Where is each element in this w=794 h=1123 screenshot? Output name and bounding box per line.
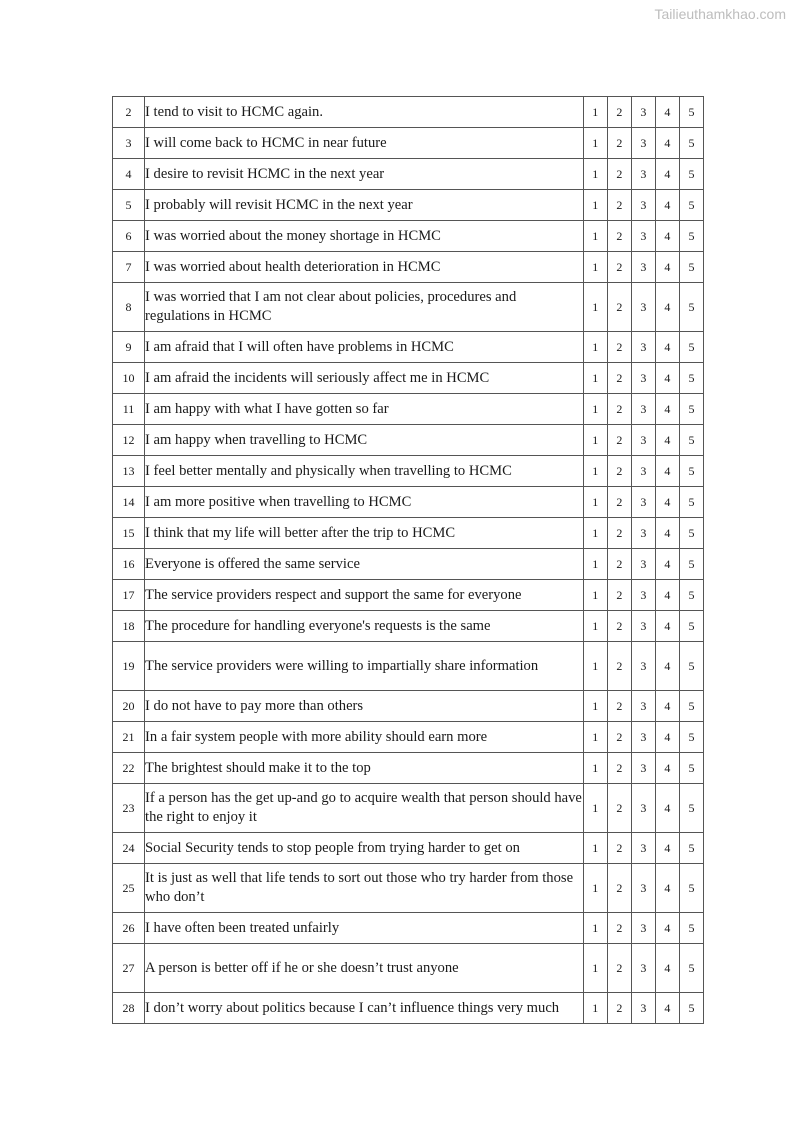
scale-option-4[interactable]: 4 — [655, 128, 679, 159]
scale-option-3[interactable]: 3 — [631, 864, 655, 913]
item-statement: I was worried that I am not clear about policies, procedures and regulations in HCMC — [145, 283, 584, 332]
scale-option-3[interactable]: 3 — [631, 833, 655, 864]
item-number: 11 — [113, 394, 145, 425]
scale-option-5[interactable]: 5 — [679, 97, 703, 128]
scale-option-5[interactable]: 5 — [679, 394, 703, 425]
scale-option-2[interactable]: 2 — [607, 784, 631, 833]
scale-option-1[interactable]: 1 — [583, 425, 607, 456]
scale-option-5[interactable]: 5 — [679, 456, 703, 487]
scale-option-5[interactable]: 5 — [679, 518, 703, 549]
scale-option-1[interactable]: 1 — [583, 97, 607, 128]
table-row — [113, 944, 704, 993]
scale-option-1[interactable]: 1 — [583, 833, 607, 864]
scale-option-5[interactable]: 5 — [679, 944, 703, 993]
item-statement: I am happy when travelling to HCMC — [145, 425, 584, 456]
scale-option-2[interactable]: 2 — [607, 456, 631, 487]
table-row — [113, 394, 704, 425]
item-statement: The service providers were willing to impartially share information — [145, 642, 584, 691]
item-number: 8 — [113, 283, 145, 332]
scale-option-4[interactable]: 4 — [655, 784, 679, 833]
scale-option-1[interactable]: 1 — [583, 128, 607, 159]
scale-option-3[interactable]: 3 — [631, 580, 655, 611]
scale-option-2[interactable]: 2 — [607, 190, 631, 221]
scale-option-2[interactable]: 2 — [607, 332, 631, 363]
scale-option-2[interactable]: 2 — [607, 283, 631, 332]
item-statement: I desire to revisit HCMC in the next year — [145, 159, 584, 190]
table-row — [113, 784, 704, 833]
item-statement: A person is better off if he or she doesn’t trust anyone — [145, 944, 584, 993]
scale-option-1[interactable]: 1 — [583, 456, 607, 487]
scale-option-5[interactable]: 5 — [679, 580, 703, 611]
scale-option-3[interactable]: 3 — [631, 691, 655, 722]
scale-option-3[interactable]: 3 — [631, 642, 655, 691]
item-statement: Everyone is offered the same service — [145, 549, 584, 580]
table-row — [113, 611, 704, 642]
table-row — [113, 190, 704, 221]
scale-option-1[interactable]: 1 — [583, 190, 607, 221]
item-statement: I was worried about the money shortage in HCMC — [145, 221, 584, 252]
scale-option-1[interactable]: 1 — [583, 363, 607, 394]
scale-option-4[interactable]: 4 — [655, 611, 679, 642]
scale-option-5[interactable]: 5 — [679, 691, 703, 722]
scale-option-3[interactable]: 3 — [631, 159, 655, 190]
scale-option-3[interactable]: 3 — [631, 252, 655, 283]
scale-option-3[interactable]: 3 — [631, 394, 655, 425]
scale-option-4[interactable]: 4 — [655, 549, 679, 580]
scale-option-1[interactable]: 1 — [583, 642, 607, 691]
scale-option-1[interactable]: 1 — [583, 487, 607, 518]
table-row — [113, 549, 704, 580]
scale-option-4[interactable]: 4 — [655, 642, 679, 691]
scale-option-5[interactable]: 5 — [679, 864, 703, 913]
scale-option-2[interactable]: 2 — [607, 549, 631, 580]
item-number: 2 — [113, 97, 145, 128]
scale-option-2[interactable]: 2 — [607, 425, 631, 456]
scale-option-3[interactable]: 3 — [631, 221, 655, 252]
scale-option-2[interactable]: 2 — [607, 944, 631, 993]
scale-option-2[interactable]: 2 — [607, 487, 631, 518]
scale-option-2[interactable]: 2 — [607, 691, 631, 722]
scale-option-1[interactable]: 1 — [583, 864, 607, 913]
item-number: 25 — [113, 864, 145, 913]
scale-option-4[interactable]: 4 — [655, 580, 679, 611]
scale-option-5[interactable]: 5 — [679, 128, 703, 159]
scale-option-3[interactable]: 3 — [631, 332, 655, 363]
scale-option-3[interactable]: 3 — [631, 97, 655, 128]
scale-option-5[interactable]: 5 — [679, 642, 703, 691]
table-row — [113, 913, 704, 944]
scale-option-5[interactable]: 5 — [679, 753, 703, 784]
item-number: 22 — [113, 753, 145, 784]
scale-option-3[interactable]: 3 — [631, 425, 655, 456]
scale-option-1[interactable]: 1 — [583, 580, 607, 611]
scale-option-4[interactable]: 4 — [655, 332, 679, 363]
item-statement: I do not have to pay more than others — [145, 691, 584, 722]
scale-option-4[interactable]: 4 — [655, 425, 679, 456]
scale-option-5[interactable]: 5 — [679, 363, 703, 394]
survey-table — [112, 96, 704, 1024]
table-row — [113, 691, 704, 722]
scale-option-3[interactable]: 3 — [631, 128, 655, 159]
item-statement: In a fair system people with more ability should earn more — [145, 722, 584, 753]
scale-option-3[interactable]: 3 — [631, 993, 655, 1024]
scale-option-1[interactable]: 1 — [583, 252, 607, 283]
scale-option-3[interactable]: 3 — [631, 753, 655, 784]
scale-option-4[interactable]: 4 — [655, 252, 679, 283]
scale-option-1[interactable]: 1 — [583, 691, 607, 722]
scale-option-4[interactable]: 4 — [655, 864, 679, 913]
scale-option-1[interactable]: 1 — [583, 518, 607, 549]
item-statement: I am happy with what I have gotten so far — [145, 394, 584, 425]
scale-option-2[interactable]: 2 — [607, 642, 631, 691]
scale-option-2[interactable]: 2 — [607, 993, 631, 1024]
item-statement: I was worried about health deterioration in HCMC — [145, 252, 584, 283]
scale-option-2[interactable]: 2 — [607, 363, 631, 394]
scale-option-2[interactable]: 2 — [607, 159, 631, 190]
item-number: 9 — [113, 332, 145, 363]
scale-option-2[interactable]: 2 — [607, 221, 631, 252]
item-statement: I am afraid the incidents will seriously affect me in HCMC — [145, 363, 584, 394]
scale-option-2[interactable]: 2 — [607, 722, 631, 753]
item-statement: I have often been treated unfairly — [145, 913, 584, 944]
item-number: 6 — [113, 221, 145, 252]
item-number: 13 — [113, 456, 145, 487]
scale-option-5[interactable]: 5 — [679, 833, 703, 864]
table-row — [113, 993, 704, 1024]
item-statement: I am more positive when travelling to HCMC — [145, 487, 584, 518]
scale-option-2[interactable]: 2 — [607, 252, 631, 283]
table-row — [113, 722, 704, 753]
table-row — [113, 580, 704, 611]
item-number: 26 — [113, 913, 145, 944]
table-row — [113, 518, 704, 549]
item-statement: I will come back to HCMC in near future — [145, 128, 584, 159]
item-number: 17 — [113, 580, 145, 611]
item-number: 21 — [113, 722, 145, 753]
scale-option-1[interactable]: 1 — [583, 332, 607, 363]
item-statement: I think that my life will better after the trip to HCMC — [145, 518, 584, 549]
scale-option-1[interactable]: 1 — [583, 221, 607, 252]
item-number: 20 — [113, 691, 145, 722]
scale-option-4[interactable]: 4 — [655, 691, 679, 722]
scale-option-4[interactable]: 4 — [655, 221, 679, 252]
scale-option-1[interactable]: 1 — [583, 993, 607, 1024]
table-row — [113, 833, 704, 864]
scale-option-4[interactable]: 4 — [655, 722, 679, 753]
scale-option-5[interactable]: 5 — [679, 252, 703, 283]
table-row — [113, 642, 704, 691]
scale-option-3[interactable]: 3 — [631, 944, 655, 993]
scale-option-3[interactable]: 3 — [631, 913, 655, 944]
item-statement: If a person has the get up-and go to acquire wealth that person should have the right to enjoy it — [145, 784, 584, 833]
scale-option-5[interactable]: 5 — [679, 190, 703, 221]
scale-option-3[interactable]: 3 — [631, 518, 655, 549]
scale-option-4[interactable]: 4 — [655, 394, 679, 425]
scale-option-2[interactable]: 2 — [607, 97, 631, 128]
item-number: 5 — [113, 190, 145, 221]
item-statement: I am afraid that I will often have problems in HCMC — [145, 332, 584, 363]
scale-option-5[interactable]: 5 — [679, 332, 703, 363]
item-statement: Social Security tends to stop people from trying harder to get on — [145, 833, 584, 864]
item-number: 14 — [113, 487, 145, 518]
scale-option-5[interactable]: 5 — [679, 913, 703, 944]
scale-option-1[interactable]: 1 — [583, 784, 607, 833]
scale-option-4[interactable]: 4 — [655, 487, 679, 518]
scale-option-3[interactable]: 3 — [631, 283, 655, 332]
table-row — [113, 128, 704, 159]
item-statement: I probably will revisit HCMC in the next year — [145, 190, 584, 221]
item-statement: I don’t worry about politics because I can’t influence things very much — [145, 993, 584, 1024]
scale-option-2[interactable]: 2 — [607, 753, 631, 784]
table-row — [113, 363, 704, 394]
scale-option-1[interactable]: 1 — [583, 944, 607, 993]
scale-option-3[interactable]: 3 — [631, 190, 655, 221]
item-number: 7 — [113, 252, 145, 283]
scale-option-4[interactable]: 4 — [655, 944, 679, 993]
scale-option-1[interactable]: 1 — [583, 722, 607, 753]
scale-option-4[interactable]: 4 — [655, 993, 679, 1024]
table-row — [113, 425, 704, 456]
scale-option-2[interactable]: 2 — [607, 128, 631, 159]
item-statement: I feel better mentally and physically when travelling to HCMC — [145, 456, 584, 487]
scale-option-1[interactable]: 1 — [583, 753, 607, 784]
scale-option-3[interactable]: 3 — [631, 363, 655, 394]
scale-option-4[interactable]: 4 — [655, 518, 679, 549]
table-row — [113, 252, 704, 283]
scale-option-1[interactable]: 1 — [583, 159, 607, 190]
scale-option-3[interactable]: 3 — [631, 784, 655, 833]
table-row — [113, 97, 704, 128]
scale-option-2[interactable]: 2 — [607, 611, 631, 642]
item-number: 15 — [113, 518, 145, 549]
table-row — [113, 487, 704, 518]
scale-option-1[interactable]: 1 — [583, 611, 607, 642]
scale-option-3[interactable]: 3 — [631, 722, 655, 753]
item-number: 16 — [113, 549, 145, 580]
item-number: 28 — [113, 993, 145, 1024]
scale-option-4[interactable]: 4 — [655, 97, 679, 128]
item-statement: The procedure for handling everyone's requests is the same — [145, 611, 584, 642]
scale-option-4[interactable]: 4 — [655, 283, 679, 332]
table-row — [113, 283, 704, 332]
scale-option-4[interactable]: 4 — [655, 190, 679, 221]
scale-option-4[interactable]: 4 — [655, 913, 679, 944]
scale-option-4[interactable]: 4 — [655, 833, 679, 864]
scale-option-5[interactable]: 5 — [679, 487, 703, 518]
item-number: 4 — [113, 159, 145, 190]
scale-option-2[interactable]: 2 — [607, 580, 631, 611]
scale-option-1[interactable]: 1 — [583, 283, 607, 332]
scale-option-4[interactable]: 4 — [655, 363, 679, 394]
item-statement: The brightest should make it to the top — [145, 753, 584, 784]
scale-option-2[interactable]: 2 — [607, 864, 631, 913]
table-row — [113, 456, 704, 487]
scale-option-4[interactable]: 4 — [655, 159, 679, 190]
table-row — [113, 753, 704, 784]
scale-option-5[interactable]: 5 — [679, 611, 703, 642]
item-statement: I tend to visit to HCMC again. — [145, 97, 584, 128]
item-number: 23 — [113, 784, 145, 833]
scale-option-4[interactable]: 4 — [655, 753, 679, 784]
scale-option-5[interactable]: 5 — [679, 722, 703, 753]
scale-option-5[interactable]: 5 — [679, 221, 703, 252]
item-statement: The service providers respect and support the same for everyone — [145, 580, 584, 611]
scale-option-1[interactable]: 1 — [583, 549, 607, 580]
item-number: 24 — [113, 833, 145, 864]
scale-option-2[interactable]: 2 — [607, 913, 631, 944]
scale-option-2[interactable]: 2 — [607, 394, 631, 425]
scale-option-5[interactable]: 5 — [679, 784, 703, 833]
scale-option-1[interactable]: 1 — [583, 394, 607, 425]
scale-option-3[interactable]: 3 — [631, 487, 655, 518]
table-row — [113, 159, 704, 190]
scale-option-5[interactable]: 5 — [679, 549, 703, 580]
item-number: 3 — [113, 128, 145, 159]
table-row — [113, 221, 704, 252]
scale-option-5[interactable]: 5 — [679, 283, 703, 332]
scale-option-2[interactable]: 2 — [607, 518, 631, 549]
item-number: 12 — [113, 425, 145, 456]
scale-option-3[interactable]: 3 — [631, 549, 655, 580]
scale-option-5[interactable]: 5 — [679, 425, 703, 456]
item-statement: It is just as well that life tends to sort out those who try harder from those who don’t — [145, 864, 584, 913]
item-number: 19 — [113, 642, 145, 691]
scale-option-5[interactable]: 5 — [679, 159, 703, 190]
watermark: Tailieuthamkhao.com — [654, 6, 786, 22]
item-number: 18 — [113, 611, 145, 642]
item-number: 27 — [113, 944, 145, 993]
scale-option-3[interactable]: 3 — [631, 456, 655, 487]
item-number: 10 — [113, 363, 145, 394]
scale-option-2[interactable]: 2 — [607, 833, 631, 864]
scale-option-4[interactable]: 4 — [655, 456, 679, 487]
table-row — [113, 332, 704, 363]
table-row — [113, 864, 704, 913]
scale-option-3[interactable]: 3 — [631, 611, 655, 642]
scale-option-1[interactable]: 1 — [583, 913, 607, 944]
scale-option-5[interactable]: 5 — [679, 993, 703, 1024]
survey-table-body — [113, 97, 704, 1024]
